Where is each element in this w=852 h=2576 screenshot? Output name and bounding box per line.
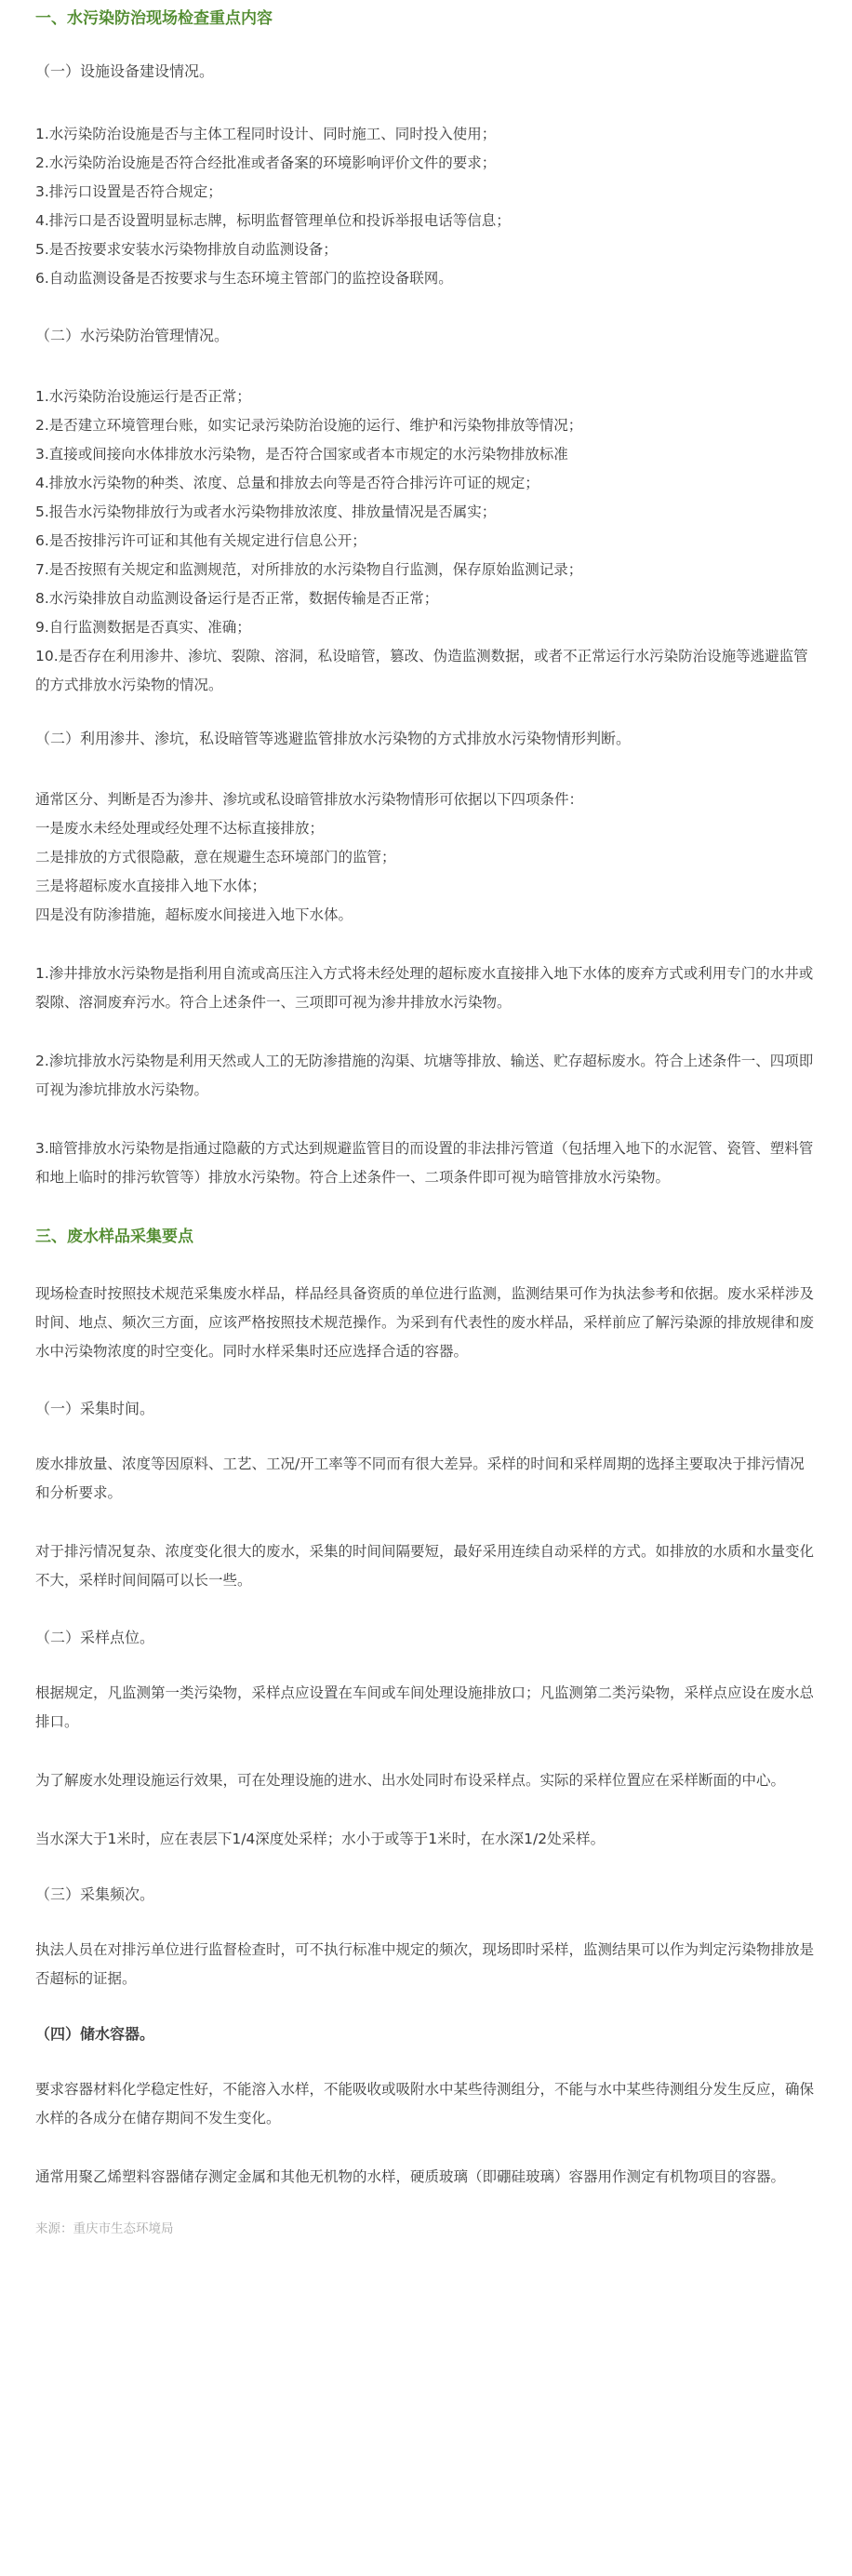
list-item: 9.自行监测数据是否真实、准确； (35, 619, 251, 636)
paragraph: 为了解废水处理设施运行效果，可在处理设施的进水、出水处同时布设采样点。实际的采样位置应在采样断面的中心。 (35, 1772, 786, 1789)
list-item: 1.水污染防治设施是否与主体工程同时设计、同时施工、同时投入使用； (35, 126, 497, 142)
list-item: 二是排放的方式很隐蔽，意在规避生态环境部门的监管； (35, 849, 396, 865)
section-heading-3: 三、废水样品采集要点 (35, 1228, 193, 1246)
list-item: 三是将超标废水直接排入地下水体； (35, 878, 267, 894)
list-item: 3.排污口设置是否符合规定； (35, 183, 222, 200)
seepage-well-paragraph: 1.渗井排放水污染物是指利用自流或高压注入方式将未经处理的超标废水直接排入地下水体的废弃方式或利用专门的水井或裂隙、溶洞废弃污水。符合上述条件一、三项即可视为渗井排放水污染物。 (35, 965, 814, 1011)
article-body (0, 6, 852, 2240)
paragraph: 根据规定，凡监测第一类污染物，采样点应设置在车间或车间处理设施排放口；凡监测第二类污染物，采样点应设在废水总排口。 (35, 1684, 815, 1730)
concealed-pipe-paragraph: 3.暗管排放水污染物是指通过隐蔽的方式达到规避监管目的而设置的非法排污管道（包括埋入地下的水泥管、瓷管、塑料管和地上临时的排污软管等）排放水污染物。符合上述条件一、二项条件即可视为暗管排放水污染物。 (35, 1140, 814, 1186)
subsection-heading-sampling-frequency: （三）采集频次。 (35, 1885, 155, 1903)
seepage-pit-paragraph: 2.渗坑排放水污染物是利用天然或人工的无防渗措施的沟渠、坑塘等排放、输送、贮存超标废水。符合上述条件一、四项即可视为渗坑排放水污染物。 (35, 1053, 814, 1098)
list-item: 10.是否存在利用渗井、渗坑、裂隙、溶洞，私设暗管，篡改、伪造监测数据，或者不正常运行水污染防治设施等逃避监管的方式排放水污染物的情况。 (35, 648, 808, 693)
list-item: 7.是否按照有关规定和监测规范，对所排放的水污染物自行监测，保存原始监测记录； (35, 561, 583, 578)
facilities-checklist (35, 120, 817, 293)
list-item: 1.水污染防治设施运行是否正常； (35, 388, 251, 405)
paragraph: 要求容器材料化学稳定性好，不能溶入水样，不能吸收或吸附水中某些待测组分，不能与水中某些待测组分发生反应，确保水样的各成分在储存期间不发生变化。 (35, 2081, 815, 2127)
subsection-heading-sampling-time: （一）采集时间。 (35, 1400, 155, 1417)
list-item: 4.排放水污染物的种类、浓度、总量和排放去向等是否符合排污许可证的规定； (35, 475, 539, 491)
subsection-heading-facilities: （一）设施设备建设情况。 (35, 62, 215, 80)
sampling-intro-paragraph: 现场检查时按照技术规范采集废水样品，样品经具备资质的单位进行监测，监测结果可作为执法参考和依据。废水采样涉及时间、地点、频次三方面，应该严格按照技术规范操作。为采到有代表性的废水样品，采样前应了解污染源的排放规律和废水中污染物浓度的时空变化。同时水样采集时还应选择合适的容器。 (35, 1285, 815, 1360)
section-heading-1: 一、水污染防治现场检查重点内容 (35, 9, 273, 28)
subsection-heading-sampling-location: （二）采样点位。 (35, 1629, 155, 1646)
paragraph: 废水排放量、浓度等因原料、工艺、工况/开工率等不同而有很大差异。采样的时间和采样周期的选择主要取决于排污情况和分析要求。 (35, 1456, 805, 1501)
list-item: 5.报告水污染物排放行为或者水污染物排放浓度、排放量情况是否属实； (35, 503, 497, 520)
paragraph: 通常用聚乙烯塑料容器储存测定金属和其他无机物的水样，硬质玻璃（即硼硅玻璃）容器用作测定有机物项目的容器。 (35, 2168, 786, 2185)
subsection-heading-storage-container: （四）储水容器。 (35, 2025, 155, 2043)
paragraph: 当水深大于1米时，应在表层下1/4深度处采样；水小于或等于1米时，在水深1/2处采样。 (35, 1831, 606, 1847)
management-checklist (35, 382, 817, 700)
list-item: 4.排污口是否设置明显标志牌，标明监督管理单位和投诉举报电话等信息； (35, 212, 511, 229)
list-item: 四是没有防渗措施，超标废水间接进入地下水体。 (35, 906, 353, 923)
list-item: 5.是否按要求安装水污染物排放自动监测设备； (35, 241, 338, 258)
list-item: 一是废水未经处理或经处理不达标直接排放； (35, 820, 325, 837)
list-item: 2.水污染防治设施是否符合经批准或者备案的环境影响评价文件的要求； (35, 154, 497, 171)
list-item: 3.直接或间接向水体排放水污染物，是否符合国家或者本市规定的水污染物排放标准 (35, 446, 568, 463)
subsection-heading-concealed-discharge: （二）利用渗井、渗坑，私设暗管等逃避监管排放水污染物的方式排放水污染物情形判断。 (35, 730, 632, 747)
subsection-heading-management: （二）水污染防治管理情况。 (35, 327, 230, 344)
paragraph: 对于排污情况复杂、浓度变化很大的废水，采集的时间间隔要短，最好采用连续自动采样的方式。如排放的水质和水量变化不大，采样时间间隔可以长一些。 (35, 1543, 815, 1589)
list-item: 6.是否按排污许可证和其他有关规定进行信息公开； (35, 532, 366, 549)
list-item: 8.水污染排放自动监测设备运行是否正常，数据传输是否正常； (35, 590, 439, 607)
paragraph: 执法人员在对排污单位进行监督检查时，可不执行标准中规定的频次，现场即时采样，监测结果可以作为判定污染物排放是否超标的证据。 (35, 1941, 815, 1987)
conditions-intro: 通常区分、判断是否为渗井、渗坑或私设暗管排放水污染物情形可依据以下四项条件： (35, 791, 584, 808)
conditions-list (35, 814, 817, 930)
article-source: 来源：重庆市生态环境局 (35, 2221, 174, 2236)
list-item: 6.自动监测设备是否按要求与生态环境主管部门的监控设备联网。 (35, 270, 453, 287)
list-item: 2.是否建立环境管理台账，如实记录污染防治设施的运行、维护和污染物排放等情况； (35, 417, 583, 434)
